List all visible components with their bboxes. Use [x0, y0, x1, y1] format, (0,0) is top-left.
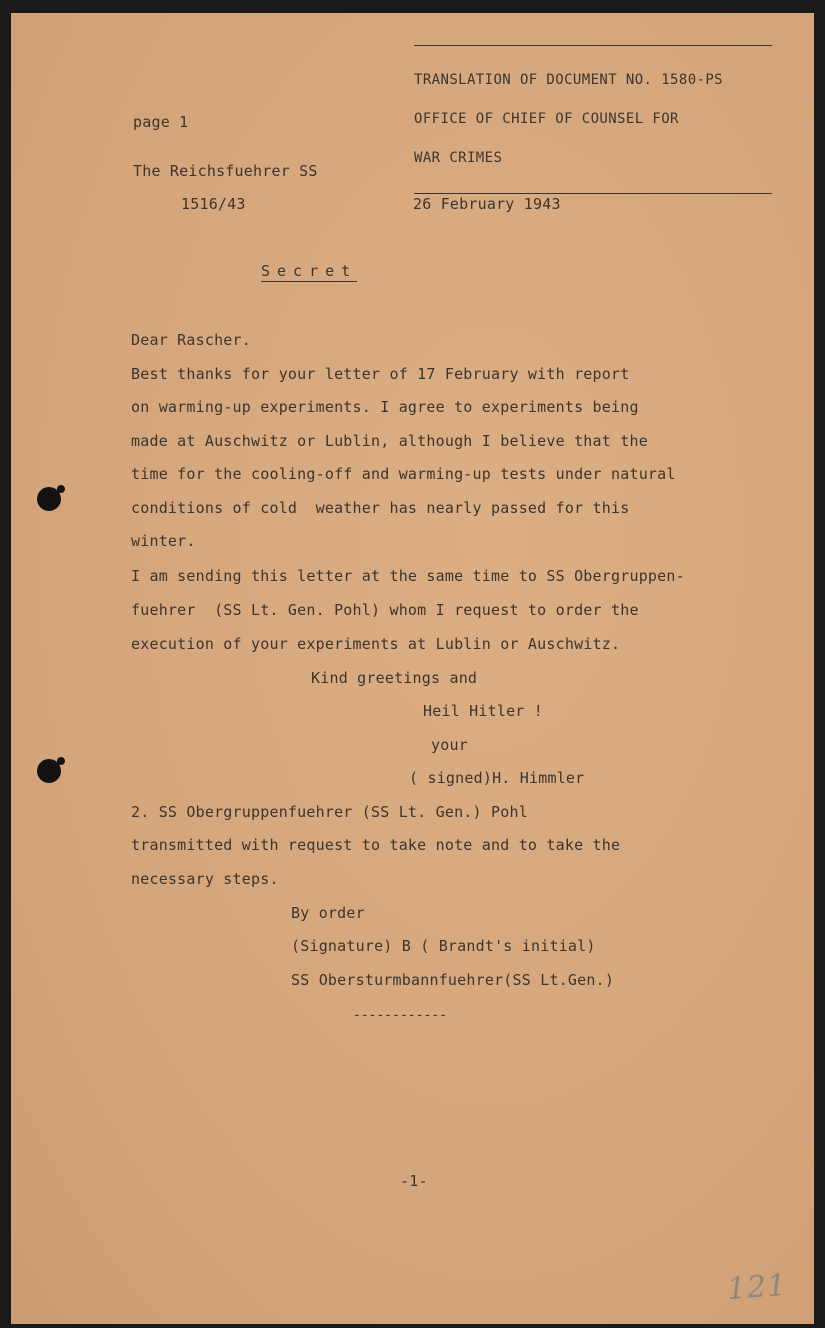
order-signature: (Signature) B ( Brandt's initial) — [291, 937, 596, 955]
signature-line: ( signed)H. Himmler — [409, 769, 585, 787]
body-line: fuehrer (SS Lt. Gen. Pohl) whom I request to order the — [131, 601, 639, 619]
body-line: winter. — [131, 532, 196, 550]
closing-your: your — [431, 736, 468, 754]
note-line: necessary steps. — [131, 870, 279, 888]
sender: The Reichsfuehrer SS — [133, 162, 318, 180]
closing-greeting: Kind greetings and — [311, 669, 478, 687]
body-line: execution of your experiments at Lublin or Auschwitz. — [131, 635, 621, 653]
header-line-3: WAR CRIMES — [414, 150, 503, 166]
archive-pencil-number: 121 — [725, 1267, 789, 1308]
body-line: Best thanks for your letter of 17 February with report — [131, 365, 630, 383]
separator-rule: ------------ — [353, 1008, 447, 1023]
note-line: transmitted with request to take note and to take the — [131, 836, 621, 854]
punch-hole-icon — [37, 487, 61, 511]
body-line: I am sending this letter at the same time to SS Obergruppen- — [131, 567, 685, 585]
classification-heading: Secret — [261, 262, 358, 280]
header-line-1: TRANSLATION OF DOCUMENT NO. 1580-PS — [414, 72, 724, 88]
body-line: conditions of cold weather has nearly passed for this — [131, 499, 630, 517]
salutation: Dear Rascher. — [131, 331, 251, 349]
translation-header — [414, 45, 772, 194]
letter-date: 26 February 1943 — [413, 195, 561, 213]
by-order: By order — [291, 904, 365, 922]
body-line: time for the cooling-off and warming-up tests under natural — [131, 465, 676, 483]
body-line: on warming-up experiments. I agree to experiments being — [131, 398, 639, 416]
order-rank: SS Obersturmbannfuehrer(SS Lt.Gen.) — [291, 971, 615, 989]
page-label: page 1 — [133, 113, 189, 131]
reference-number: 1516/43 — [181, 195, 246, 213]
closing-salute: Heil Hitler ! — [423, 702, 543, 720]
header-line-2: OFFICE OF CHIEF OF COUNSEL FOR — [414, 111, 679, 127]
body-line: made at Auschwitz or Lublin, although I believe that the — [131, 432, 648, 450]
punch-hole-icon — [37, 759, 61, 783]
document-page — [11, 13, 814, 1324]
note-line: 2. SS Obergruppenfuehrer (SS Lt. Gen.) Pohl — [131, 803, 528, 821]
page-number: -1- — [400, 1172, 428, 1190]
